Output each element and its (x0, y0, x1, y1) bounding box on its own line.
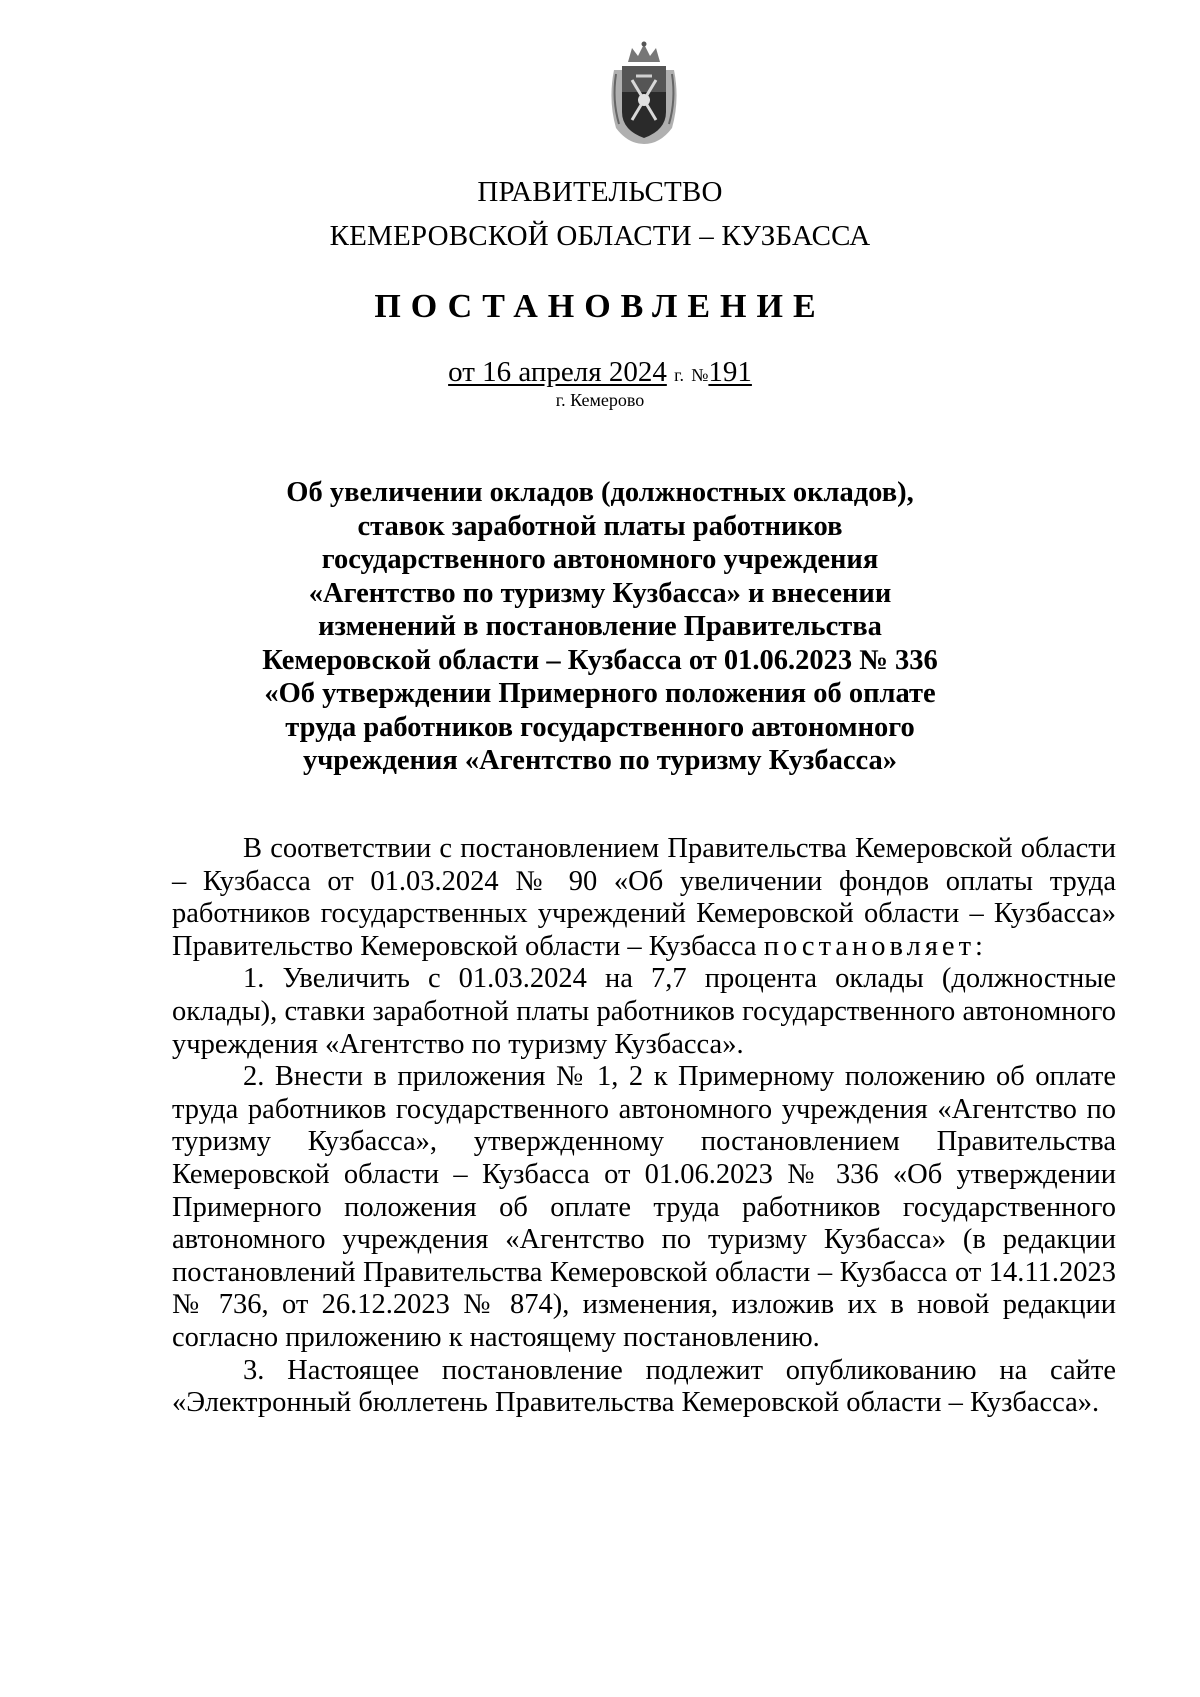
item-2-paragraph: 2. Внести в приложения № 1, 2 к Примерному положению об оплате труда работников государственного автономного учреждения «Агентство по туризму Кузбасса», утвержденному постановлением Правительства Кемеровской области – Кузбасса от 01.06.2023 № 336 «Об утверждении Примерного положения об оплате труда работников государственного автономного учреждения «Агентство по туризму Кузбасса» (в редакции постановлений Правительства Кемеровской области – Кузбасса от 14.11.2023 № 736, от 26.12.2023 № 874), изменения, изложив их в новой редакции согласно приложению к настоящему постановлению. (172, 1061, 1116, 1353)
city-name: г. Кемерово (555, 390, 645, 410)
document-body (172, 833, 1116, 1420)
title-line: ставок заработной платы работников (357, 510, 843, 542)
title-line: труда работников государственного автономного (285, 711, 915, 743)
preamble-paragraph (172, 833, 1116, 963)
document-type-heading: ПОСТАНОВЛЕНИЕ (374, 288, 826, 325)
number-sign: № (691, 365, 709, 385)
government-name-line2: КЕМЕРОВСКОЙ ОБЛАСТИ – КУЗБАССА (329, 220, 871, 252)
title-line: учреждения «Агентство по туризму Кузбасса» (302, 745, 898, 776)
item-3-paragraph: 3. Настоящее постановление подлежит опубликованию на сайте «Электронный бюллетень Правительства Кемеровской области – Кузбасса». (172, 1354, 1116, 1419)
title-line: изменений в постановление Правительства (318, 611, 882, 642)
title-line: Кемеровской области – Кузбасса от 01.06.2023 № 336 (262, 644, 938, 676)
year-suffix: г. (674, 365, 684, 385)
preamble-end: : (975, 930, 983, 962)
preamble-text: В соответствии с постановлением Правительства Кемеровской области – Кузбасса от 01.03.2024 № 90 «Об увеличении фондов оплаты труда работников государственных учреждений Кемеровской области – Кузбасса» Правительство Кемеровской области – Кузбасса (172, 833, 1116, 962)
title-line: «Об утверждении Примерного положения об оплате (264, 678, 936, 709)
title-line: Об увеличении окладов (должностных окладов), (286, 477, 914, 508)
title-line: государственного автономного учреждения (321, 544, 879, 575)
date-number-line (0, 355, 1200, 392)
government-name-line1: ПРАВИТЕЛЬСТВО (477, 176, 723, 208)
document-title (260, 476, 940, 778)
kuzbass-coat-of-arms-icon (606, 40, 682, 146)
preamble-verb: постановляет (763, 930, 976, 962)
title-line: «Агентство по туризму Кузбасса» и внесении (308, 577, 892, 609)
document-number: 191 (708, 356, 752, 388)
document-date: от 16 апреля 2024 (448, 356, 667, 388)
item-1-paragraph: 1. Увеличить с 01.03.2024 на 7,7 процента оклады (должностные оклады), ставки заработной платы работников государственного автономного учреждения «Агентство по туризму Кузбасса». (172, 963, 1116, 1060)
